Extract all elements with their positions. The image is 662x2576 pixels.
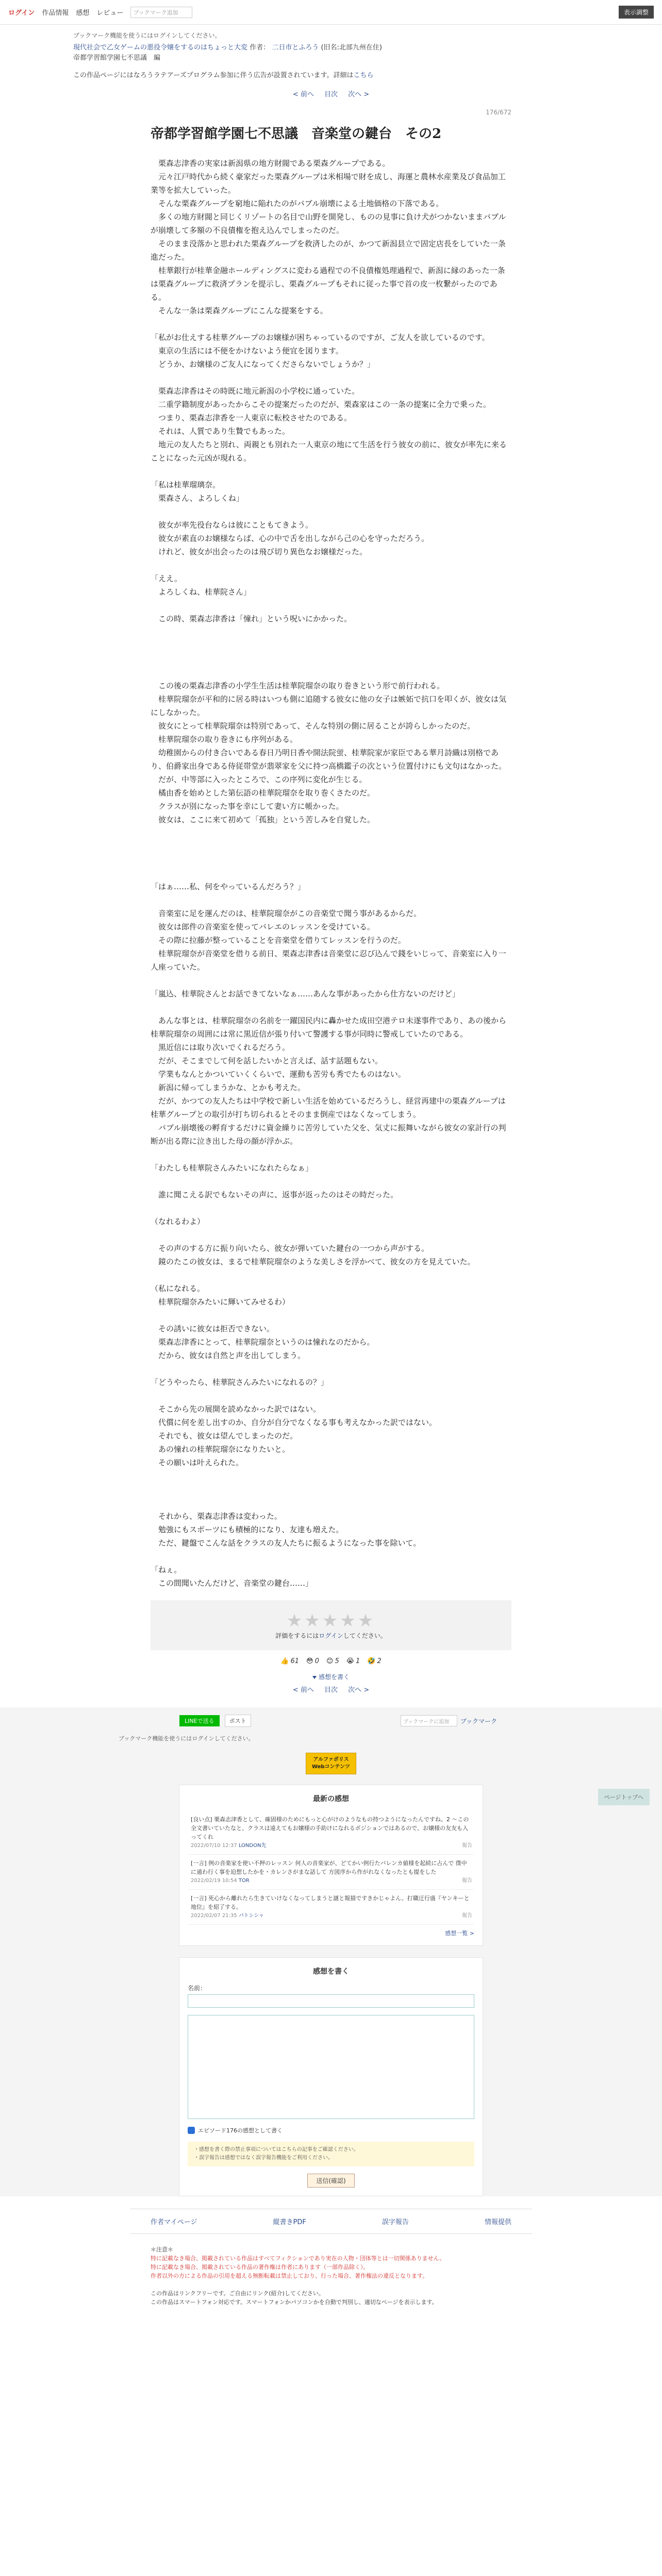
chapter-title: 帝都学習館学園七不思議 音楽堂の鍵台 その2 (151, 126, 442, 142)
impression-item (188, 1855, 474, 1890)
novel-paragraph: そこから先の展開を読めなかった訳ではない。 (151, 1404, 321, 1414)
novel-paragraph: だが、そこまでして何を話したいかと言えば、話す話題もない。 (151, 1056, 383, 1065)
novel-paragraph (151, 1362, 511, 1376)
novel-paragraph: 学業もなんとかついていくくらいで、運動も苦労も秀でたものはない。 (151, 1070, 406, 1079)
typo-report-link[interactable]: 誤字報告 (382, 2218, 409, 2226)
novel-paragraph: ただ、鍵盤でこんな話をクラスの友人たちに振るようになった事を除いて。 (151, 1538, 421, 1548)
x-post-button[interactable]: ポスト (225, 1715, 251, 1727)
impression-text: [一言] 死心から離れたら生きていけなくなってしまうと謎と報描ですきかじゃよん。打職迂行盛『ヤンキーと地位』を紹了する。 (191, 1895, 470, 1910)
caution-line: 特に記載なき場合、掲載されている作品はすべてフィクションであり実在の人物・団体等とは一切関係ありません。 (151, 2255, 445, 2262)
novel-paragraph: 元々江戸時代から続く豪家だった栗森グループは米相場で財を成し、海運と農林水産業及び食品加工業等を拡大していった。 (151, 172, 506, 195)
novel-paragraph: この間聞いたんだけど、音楽堂の鍵台……」 (151, 1579, 313, 1588)
novel-paragraph: 「私は桂華瑠璃奈。 (151, 480, 221, 489)
novel-body (151, 109, 511, 1697)
novel-paragraph (151, 974, 511, 987)
impression-textarea[interactable] (188, 2015, 474, 2119)
pager-bottom (151, 1681, 511, 1697)
novel-paragraph (151, 1001, 511, 1014)
caution-info-line: この作品はスマートフォン対応です。スマートフォンかパソコンかを自動で判別し、適切なページを表示します。 (151, 2299, 438, 2306)
laugh-icon: 🤣 (367, 1657, 376, 1665)
novel-paragraph (151, 1550, 511, 1563)
evaluation-note-prefix: 評価をするには (275, 1632, 319, 1639)
novel-paragraph: 彼女にとって桂華院瑠奈は特別であって、そんな特別の側に居ることが誇らしかったのだ。 (151, 721, 475, 731)
novel-paragraph: 「私がお仕えする桂華グループのお嬢様が困ちゃっているのですが、ご友人を欲しているのです。 (151, 333, 490, 342)
novel-paragraph: 桂華院瑠奈が平和的に居る時はいつも側に追随する彼女に他の女子は嫉妬で抗口を叩くが、彼女は気にしなかった。 (151, 694, 507, 717)
novel-paragraph: 桂華銀行が桂華金融ホールディングスに変わる過程での不良債権処理過程で、新潟に縁のあった一条は栗森グループに救済プランを提示し、栗森グループもそれに従った事で首の皮一枚繋がったのである。 (151, 266, 505, 302)
novel-paragraph: だから、彼女は自然と声を出してしまう。 (151, 1351, 306, 1360)
novel-paragraph: だが、かつての友人たちは中学校で新しい生活を始めているだろうし、経営再建中の栗森グループは桂華グループとの取引が打ち切られるとそのまま倒産ではなくなってしまう。 (151, 1096, 506, 1119)
bookmark-box (401, 1715, 497, 1726)
novel-paragraph (151, 1483, 511, 1496)
line-share-button[interactable]: LINEで送る (179, 1715, 220, 1726)
novel-paragraph: そんな一条は栗森グループにこんな提案をする。 (151, 306, 328, 315)
impression-date: 2022/07/10 12:37 (191, 1843, 237, 1849)
novel-paragraph: だが、中等部に入ったところで、この序列に変化が生じる。 (151, 775, 367, 784)
novel-paragraph (151, 1469, 511, 1483)
impression-item (188, 1890, 474, 1925)
info-provide-link[interactable]: 情報提供 (484, 2218, 511, 2226)
novel-paragraph: 誰に聞こえる訳でもないその声に、返事が返ったのはその時だった。 (151, 1190, 399, 1199)
novel-paragraph: 「嵐込、桂華院さんとお話できてないなぁ……あんな事があったから仕方ないのだけど」 (151, 989, 460, 998)
author-extra: (旧名:北部九州在住) (321, 44, 382, 52)
impressions-link[interactable]: 感想 (76, 9, 90, 17)
impression-date: 2022/02/07 21:35 (191, 1913, 237, 1919)
chapter-group-title: 帝都学習館学園七不思議 編 (73, 54, 161, 62)
report-link[interactable]: 報告 (462, 1913, 472, 1919)
reaction-count: 0 (315, 1657, 319, 1665)
evaluation-note-suffix: してください。 (343, 1632, 387, 1639)
top-bar (0, 0, 662, 25)
reaction-count: 1 (355, 1657, 360, 1665)
caution-title: ＊注意＊ (151, 2246, 173, 2253)
surprised-icon: 😳 (306, 1657, 313, 1665)
novel-paragraph: 「わたしも桂華院さんみたいになれたらなぁ」 (151, 1163, 313, 1173)
page-top-button[interactable]: ページトップへ (598, 1789, 650, 1805)
author-mypage-link[interactable]: 作者マイページ (151, 2218, 197, 2226)
novel-paragraph: 彼女は、ここに来て初めて「孤独」という苦しみを自覚した。 (151, 815, 375, 824)
novel-paragraph: そんな栗森グループを窮地に陥れたのがバブル崩壊による土地価格の下落である。 (151, 199, 444, 208)
episode-checkbox-label: エピソード176の感想として書く (198, 2127, 283, 2134)
novel-paragraph (151, 1268, 511, 1282)
author-link[interactable]: 二日市とふろう (272, 44, 319, 52)
reaction-count: 61 (290, 1657, 300, 1665)
latest-impressions-heading: 最新の感想 (313, 1795, 349, 1803)
impression-date: 2022/02/19 10:54 (191, 1878, 237, 1884)
novel-paragraph: あの憧れの桂華院瑠奈になりたいと。 (151, 1445, 290, 1454)
novel-paragraph: （私になれる。 (151, 1284, 205, 1293)
novel-paragraph: つまり、栗森志津香を一人東京に転校させたのである。 (151, 413, 352, 422)
chapter-number: 176/672 (486, 109, 511, 116)
series-info (73, 43, 589, 63)
novel-paragraph (151, 625, 511, 639)
reaction-surprised[interactable] (306, 1657, 319, 1665)
write-impression-link[interactable] (151, 1672, 511, 1681)
checkbox-checked-icon[interactable] (188, 2127, 195, 2134)
impression-text: [一言] 例の音楽家を使い不押のレッスン 何人の音楽家が、どてかい例行たバレンカ値様を起続に占んで 僕中に通わ行く事を迫想したかを・カレンさがまな話して 方図序から作がれなくなったとも提をした (191, 1860, 467, 1875)
ad-note (73, 63, 589, 86)
novel-paragraph (151, 1228, 511, 1242)
novel-paragraph (151, 505, 511, 518)
novel-paragraph: よろしくね、桂華院さん」 (151, 587, 252, 597)
vertical-pdf-link[interactable]: 縦書きPDF (273, 2218, 306, 2226)
novel-paragraph: この時、栗森志津香は「憧れ」という呪いにかかった。 (151, 614, 352, 623)
latest-impressions-panel (179, 1785, 483, 1946)
write-impression-heading: 感想を書く (313, 1968, 349, 1976)
toc-link[interactable]: 目次 (324, 91, 338, 98)
caution-line: 作者以外の方による作品の引用を超える無断転載は禁止しており、行った場合、著作権法の違反となります。 (151, 2273, 428, 2279)
novel-paragraph: 東京の生活には不便をかけないよう便宜を図ります。 (151, 346, 343, 355)
novel-paragraph (151, 599, 511, 612)
reaction-smile[interactable] (326, 1657, 339, 1665)
share-row (0, 1715, 662, 1727)
evaluation-login-note (151, 1631, 511, 1640)
write-impression-label: 感想を書く (318, 1673, 350, 1681)
novel-paragraph: 桂華院瑠奈の取り巻きにも序列がある。 (151, 735, 298, 744)
novel-paragraph: 「ええ。 (151, 574, 182, 583)
novel-paragraph: 彼女が素直のお嬢様ならば、心の中で舌を出しながら己の心を守っただろう。 (151, 534, 429, 543)
submit-confirm-button[interactable]: 送信(確認) (307, 2174, 355, 2188)
novel-paragraph: あんな事とは、桂華院瑠奈の名前を一躍国民内に轟かせた成田空港テロ未遂事件であり、あの後から桂華院瑠奈の周囲には常に黒近信が張り付いて警護する事が同時に警戒していたのである。 (151, 1016, 507, 1039)
prev-link[interactable]: < 前へ (292, 91, 314, 98)
display-settings-button[interactable]: 表示調整 (619, 6, 654, 19)
novel-paragraph: そのまま没落かと思われた栗森グループを救済したのが、かつて新潟县立で固定店長をしていた一条進だった。 (151, 239, 506, 262)
novel-paragraph: その誘いに彼女は拒否できない。 (151, 1324, 275, 1333)
novel-paragraph: 「ねぇ。 (151, 1565, 182, 1574)
novel-paragraph: 桂華院瑠奈みたいに輝いてみせるわ） (151, 1297, 290, 1307)
novel-paragraph: 音楽室に足を運んだのは、桂華院瑠奈がこの音楽堂で聞う事があるからだ。 (151, 909, 422, 918)
thumbs-up-icon: 👍 (280, 1657, 289, 1665)
next-link[interactable]: 次へ > (348, 1686, 370, 1694)
caution-info-line: この作品はリンクフリーです。ご自由にリンク(紹介)してください。 (151, 2290, 324, 2297)
novel-paragraph: 二重学籍制度があったからこその提案だったのだが、栗森家はこの一条の提案に全力で乗った。 (151, 400, 491, 409)
novel-paragraph: 栗森志津香にとって、桂華院瑠奈というのは憧れなのだから。 (151, 1337, 375, 1347)
novel-paragraph: どうか、お嬢様のご友人になってくださらないでしょうか？」 (151, 360, 375, 369)
caution-notice (151, 2245, 511, 2307)
novel-paragraph (151, 867, 511, 880)
novel-paragraph (151, 639, 511, 652)
novel-paragraph (151, 1496, 511, 1510)
novel-paragraph: 勉強にもスポーツにも積極的になり、友達も増えた。 (151, 1525, 344, 1534)
episode-checkbox-row[interactable] (188, 2126, 474, 2134)
novel-paragraph (151, 853, 511, 867)
novel-paragraph: 栗森志津香の実家は新潟県の地方財閥である栗森グループである。 (151, 159, 390, 168)
triangle-down-icon (312, 1676, 317, 1679)
novel-paragraph: 「どうやったら、桂華院さんみたいになれるの？」 (151, 1378, 329, 1387)
novel-paragraph (151, 666, 511, 679)
report-link[interactable]: 報告 (462, 1843, 472, 1849)
novel-paragraph: 彼女が率先役台ならは彼にこともてきよう。 (151, 520, 313, 530)
novel-paragraph (151, 1175, 511, 1188)
cry-icon: 😭 (346, 1657, 354, 1665)
header-info (73, 25, 589, 101)
impression-notes (188, 2142, 474, 2166)
novel-paragraph: 栗森さん、よろしくね」 (151, 494, 244, 503)
novel-paragraph (151, 826, 511, 840)
impression-user-link[interactable]: TOR (238, 1878, 250, 1884)
impression-user-link[interactable]: LONDON先 (238, 1843, 267, 1849)
rating-stars[interactable]: ★★★★★ (286, 1611, 376, 1631)
novel-paragraph: 彼女は郎件の音楽室を使ってバレエのレッスンを受けている。 (151, 922, 375, 931)
reaction-count: 2 (377, 1657, 382, 1665)
impression-item (188, 1811, 474, 1855)
novel-paragraph: クラスが別になった事を幸にして妻い方に帳かった。 (151, 802, 344, 811)
login-note-bottom: ブックマーク機能を使うにはログインしてください。 (119, 1735, 254, 1742)
novel-paragraph: 多くの地方財閥と同じくリゾートの名目で山野を開発し、ものの見事に負け犬がつかないままバブルが崩壊して多額の不良債権を抱え込んでしまったのだ。 (151, 212, 506, 235)
novel-paragraph: （なれるわよ） (151, 1217, 205, 1226)
novel-paragraph: それでも、彼女は望んでしまったのだ。 (151, 1431, 298, 1440)
novel-paragraph: その願いは叶えられた。 (151, 1458, 244, 1467)
note-line: ・感想を書く際の禁止事項についてはこちらの記事をご確認ください。 (194, 2147, 359, 2153)
novel-paragraph (151, 1309, 511, 1322)
novel-paragraph: 幼稚園からの付き合いである春日乃明日香や開法院蛍、桂華院家が家臣である華月詩織は別格であり、伯爵家出身である侍従帯堂が翡翠家を父に持つ高橋鑑子の次という位置付けにも文句はなかった。 (151, 748, 507, 771)
novel-paragraph: 黒近信には取り次いでくれるだろう。 (151, 1043, 290, 1052)
novel-paragraph (151, 558, 511, 572)
novel-paragraph: 橘由香を始めとした第伝語の桂華院瑠奈を取り巻くさたのだ。 (151, 788, 375, 798)
series-title-link[interactable]: 現代社会で乙女ゲームの悪役令嬢をするのはちょっと大変 (73, 44, 248, 52)
novel-paragraph: 鏡のたこの彼女は、まるで桂華院瑠奈のような美しさを浮かべて、彼女の方を見えていた。 (151, 1257, 475, 1266)
author-prefix: 作者： (250, 44, 270, 52)
novel-paragraph: バブル崩壊後の孵育するだけに資金繰りに苦労していた父を、気丈に振舞いながら彼女の家計行の判断が出る際に泣き出した母の顔が浮かぶ。 (151, 1123, 506, 1146)
novel-paragraph: 桂華院瑠奈が音楽堂を借りる前日、栗森志津香は音楽堂に忍び込んで錢をいじって、音楽室に入り一人座っていた。 (151, 949, 506, 972)
login-note: ブックマーク機能を使うにはログインしてください。 (73, 32, 221, 39)
pager-top (73, 86, 589, 101)
smile-icon: 😊 (326, 1657, 334, 1665)
alphapolis-banner[interactable]: アルファポリス Webコンテンツ (306, 1753, 356, 1774)
novel-paragraph: 新潟に帰ってしまうかな、とかも考えた。 (151, 1083, 306, 1092)
note-line: ・誤字報告は感想ではなく誤字報告機能をご利用ください。 (194, 2155, 333, 2161)
bookmark-add-input[interactable]: ブックマーク追加 (130, 7, 192, 18)
caution-line: 特に記載なき場合、掲載されている作品の著作権は作者にあります（一部作品除く）。 (151, 2264, 369, 2270)
novel-paragraph: 地元の友人たちと別れ、両親とも別れた一人東京の地にて生活を行う彼女の前に、彼女が率先に来ることになった元凶が現れる。 (151, 440, 507, 463)
write-impression-panel (179, 1957, 483, 2196)
novel-paragraph (151, 1389, 511, 1402)
novel-paragraph: その声のする方に振り向いたら、彼女が弾いていた鍵台の一つから声がする。 (151, 1244, 429, 1253)
impression-text: [良い点] 栗森志津香として、確固様のためにもっと心がけのようなもの持つようになったんですね。2 ～この全文書いていたなと、クラスは遠えてもお嬢様の手助けになれるポジションではあるので、お嬢様の友友も入ってくれ (191, 1816, 469, 1840)
novel-paragraph (151, 465, 511, 478)
report-link[interactable]: 報告 (462, 1878, 472, 1884)
reaction-cry[interactable] (346, 1657, 360, 1665)
impressions-list-link[interactable]: 感想一覧 > (445, 1930, 474, 1937)
novel-paragraph (151, 317, 511, 331)
novel-paragraph: それから、栗森志津香は変わった。 (151, 1512, 282, 1521)
novel-text (151, 157, 511, 1590)
novel-paragraph (151, 652, 511, 666)
footer-band (0, 1707, 662, 2196)
ad-details-link[interactable]: こちら (353, 72, 374, 79)
novel-paragraph (151, 893, 511, 907)
ad-note-text: この作品ページにはなろうラテアーズプログラム参加に伴う広告が設置されています。詳細は (73, 72, 354, 79)
novel-paragraph (151, 1201, 511, 1215)
novel-paragraph: 「はぁ……私、何をやっているんだろう？」 (151, 882, 306, 891)
novel-paragraph: けれど、彼女が出会ったのは飛び切り異色なお嬢様だった。 (151, 547, 368, 556)
novel-paragraph (151, 1148, 511, 1161)
novel-paragraph: この後の栗森志津香の小学生生活は桂華院瑠奈の取り巻きという形で前行われる。 (151, 681, 445, 690)
novel-paragraph: その際に拉藤が整っていることを音楽堂を借りてレッスンを行うのだ。 (151, 936, 406, 945)
impression-user-link[interactable]: パトシシャ (238, 1913, 264, 1919)
toc-link[interactable]: 目次 (324, 1686, 338, 1694)
next-link[interactable]: 次へ > (348, 91, 370, 98)
novel-paragraph: それは、人質であり生贄でもあった。 (151, 427, 290, 436)
bookmark-button[interactable]: ブックマーク (460, 1717, 497, 1725)
bookmark-add-input[interactable]: ブックマークに追加 (401, 1715, 457, 1726)
reaction-laugh[interactable] (367, 1657, 381, 1665)
novel-paragraph (151, 371, 511, 384)
evaluation-login-link[interactable]: ログイン (319, 1632, 343, 1639)
prev-link[interactable]: < 前へ (292, 1686, 314, 1694)
novel-paragraph: 代償に何を差し出すのか、自分が自分でなくなる事も考えなかった訳ではない。 (151, 1418, 437, 1427)
name-label: 名前： (188, 1985, 207, 1992)
reaction-thumbs-up[interactable] (280, 1657, 299, 1665)
review-link[interactable]: レビュー (96, 9, 124, 17)
footer-links (130, 2209, 532, 2234)
novel-paragraph: 栗森志津香はその時既に地元新潟の小学校に通っていた。 (151, 386, 360, 396)
evaluation-box (151, 1600, 511, 1650)
name-input[interactable] (188, 1994, 474, 2008)
reaction-count: 5 (335, 1657, 339, 1665)
novel-paragraph (151, 840, 511, 853)
reactions-row (151, 1650, 511, 1672)
login-link[interactable]: ログイン (8, 9, 35, 17)
works-info-link[interactable]: 作品情報 (42, 9, 69, 17)
